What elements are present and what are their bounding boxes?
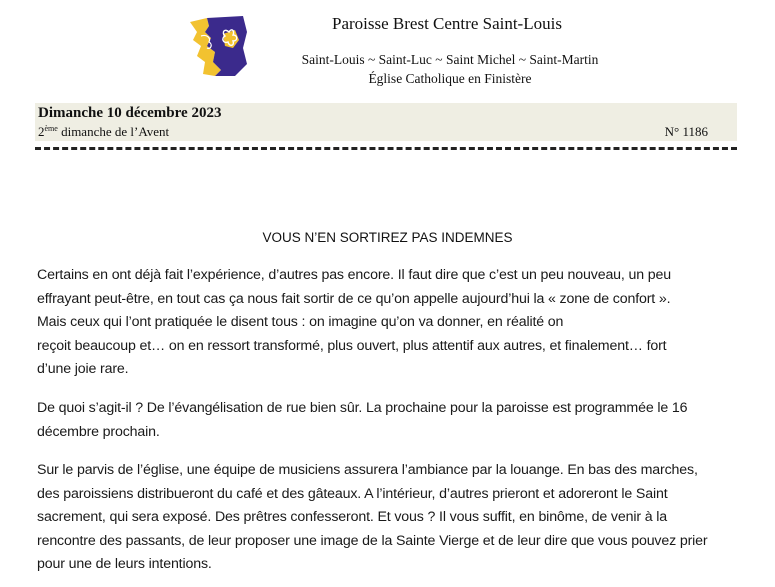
article-title: VOUS N’EN SORTIREZ PAS INDEMNES	[262, 230, 513, 245]
parish-logo	[185, 12, 251, 78]
bulletin-number: N° 1186	[664, 124, 708, 139]
paragraph-line: Sur le parvis de l’église, une équipe de musiciens assurera l’ambiance par la louange. En bas des marches,	[37, 462, 698, 478]
article-paragraph-1	[37, 264, 736, 382]
paragraph-line: décembre prochain.	[37, 423, 160, 440]
liturgical-sunday	[38, 124, 169, 140]
paragraph-line: reçoit beaucoup et… on en ressort transformé, plus ouvert, plus attentif aux autres, et finalement… fort	[37, 337, 667, 354]
paragraph-line: pour une de leurs intentions.	[37, 556, 212, 572]
dashed-divider	[35, 147, 737, 150]
sunday-number: 2	[38, 124, 45, 139]
paragraph-line: effrayant peut-être, en tout cas ça nous fait sortir de ce qu’on appelle aujourd’hui la « zone de confort ».	[37, 290, 671, 307]
bulletin-info-band	[35, 103, 737, 141]
paragraph-line: De quoi s’agit-il ? De l’évangélisation de rue bien sûr. La prochaine pour la paroisse est programmée le 16	[37, 400, 688, 416]
sunday-superscript: ème	[44, 124, 58, 133]
paragraph-line: d’une joie rare.	[37, 361, 129, 377]
church-name: Église Catholique en Finistère	[368, 71, 532, 86]
parish-list: Saint-Louis ~ Saint-Luc ~ Saint Michel ~ Saint-Martin	[301, 52, 599, 67]
parish-name: Paroisse Brest Centre Saint-Louis	[332, 14, 562, 33]
article-paragraph-3	[37, 459, 736, 577]
paragraph-line: rencontre des passants, de leur proposer une image de la Sainte Vierge et de leur dire que vous pouvez prier	[37, 532, 708, 549]
article-paragraph-2	[37, 397, 736, 444]
paragraph-line: Certains en ont déjà fait l’expérience, d’autres pas encore. Il faut dire que c’est un peu nouveau, un peu	[37, 267, 671, 283]
bulletin-date: Dimanche 10 décembre 2023	[38, 105, 222, 121]
paragraph-line: Mais ceux qui l’ont pratiquée le disent tous : on imagine qu’on va donner, en réalité on	[37, 314, 564, 330]
paragraph-line: des paroissiens distribueront du café et des gâteaux. A l’intérieur, d’autres prieront et adoreront le Saint	[37, 485, 668, 502]
paragraph-line: sacrement, qui sera exposé. Des prêtres confesseront. Et vous ? Il vous suffit, en binôme, de venir à la	[37, 509, 668, 525]
sunday-label: dimanche de l’Avent	[57, 124, 170, 139]
